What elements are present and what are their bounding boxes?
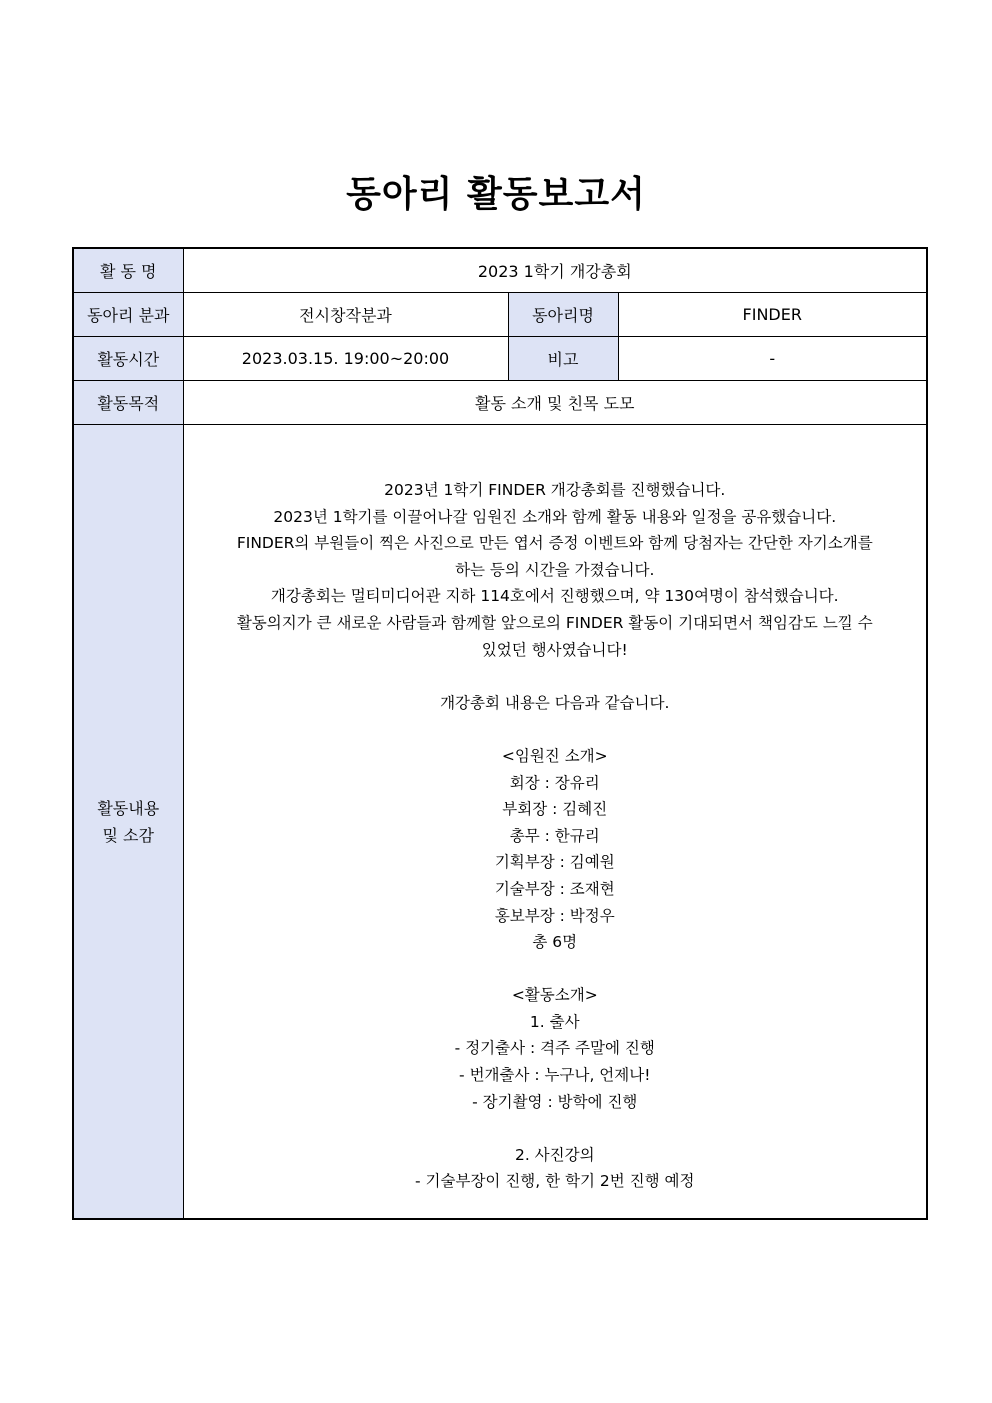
content-line: 기술부장 : 조재현 — [494, 879, 615, 898]
content-line: 1. 출사 — [529, 1012, 580, 1031]
content-line: - 장기촬영 : 방학에 진행 — [472, 1092, 638, 1111]
content-line: 하는 등의 시간을 가졌습니다. — [455, 560, 655, 579]
remarks-value: - — [618, 337, 927, 381]
purpose-label: 활동목적 — [73, 381, 183, 425]
content-line: 2023년 1학기 FINDER 개강총회를 진행했습니다. — [384, 481, 726, 499]
content-line: 2023년 1학기를 이끌어나갈 임원진 소개와 함께 활동 내용와 일정을 공유했습니다. — [273, 507, 837, 526]
activity-name-value: 2023 1학기 개강총회 — [183, 248, 927, 293]
content-line: 기획부장 : 김예원 — [494, 853, 615, 872]
remarks-label: 비고 — [508, 337, 618, 381]
club-name-label: 동아리명 — [508, 293, 618, 337]
page-title: 동아리 활동보고서 — [346, 174, 646, 215]
content-line: 개강총회는 멀티미디어관 지하 114호에서 진행했으며, 약 130여명이 참석했습니다. — [270, 587, 839, 606]
row-time — [73, 337, 927, 381]
content-body — [183, 425, 927, 1220]
content-line: <임원진 소개> — [501, 746, 608, 765]
content-line: 총 6명 — [532, 933, 578, 952]
club-name-value: FINDER — [618, 293, 927, 337]
club-division-label: 동아리 분과 — [73, 293, 183, 337]
content-line: 홍보부장 : 박정우 — [494, 906, 615, 925]
row-club — [73, 293, 927, 337]
content-blank-line — [188, 956, 923, 983]
content-line: 있었던 행사였습니다! — [481, 640, 628, 659]
content-blank-line — [188, 663, 923, 690]
content-line: FINDER의 부원들이 찍은 사진으로 만든 엽서 증정 이벤트와 함께 당첨자는 간단한 자기소개를 — [236, 534, 873, 553]
content-blank-line — [188, 716, 923, 743]
content-line: 2. 사진강의 — [514, 1145, 595, 1164]
row-purpose — [73, 381, 927, 425]
content-label-line1: 활동내용 — [97, 798, 160, 818]
activity-time-value: 2023.03.15. 19:00~20:00 — [183, 337, 508, 381]
content-line: <활동소개> — [511, 986, 598, 1005]
content-line: - 번개출사 : 누구나, 언제나! — [459, 1066, 651, 1085]
report-table — [72, 247, 928, 1220]
content-line: 개강총회 내용은 다음과 같습니다. — [440, 693, 670, 712]
content-line: 총무 : 한규리 — [509, 826, 600, 845]
content-text — [184, 425, 927, 1195]
content-line: 부회장 : 김혜진 — [502, 800, 608, 819]
content-line: - 정기출사 : 격주 주말에 진행 — [454, 1039, 655, 1058]
content-line: 회장 : 장유리 — [509, 773, 600, 792]
content-blank-line — [188, 1115, 923, 1142]
club-division-value: 전시창작분과 — [183, 293, 508, 337]
row-content — [73, 425, 927, 1220]
activity-name-label: 활 동 명 — [73, 248, 183, 293]
content-label — [73, 425, 183, 1220]
purpose-value: 활동 소개 및 친목 도모 — [183, 381, 927, 425]
activity-time-label: 활동시간 — [73, 337, 183, 381]
content-line: - 기술부장이 진행, 한 학기 2번 진행 예정 — [415, 1172, 695, 1191]
content-line: 활동의지가 큰 새로운 사람들과 함께할 앞으로의 FINDER 활동이 기대되면서 책임감도 느낄 수 — [236, 613, 873, 632]
content-label-line2: 및 소감 — [102, 825, 154, 845]
row-activity-name — [73, 248, 927, 293]
